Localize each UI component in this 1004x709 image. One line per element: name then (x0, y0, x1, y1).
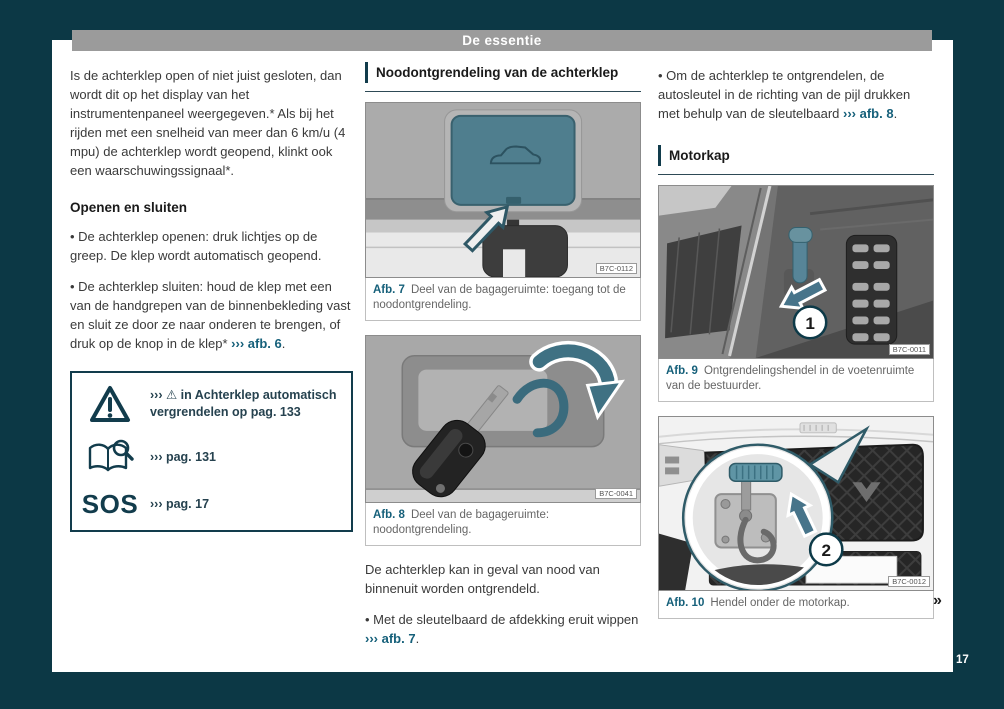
figure-9 (658, 185, 934, 402)
figure-8-image (365, 335, 641, 503)
chapter-header (72, 30, 932, 51)
figure-10-caption: Afb. 10 Hendel onder de motorkap. (658, 590, 934, 619)
info-row-booklet (80, 438, 343, 476)
intro-paragraph: Is de achterklep open of niet juist gesloten, dan wordt dit op het display van het instrumentenpaneel weergegeven.* Als bij het rijden met een snelheid van meer dan 6 km/u (4 mpu) de achterklep wordt geopend, klinkt ook een waarschuwingssignaal*. (70, 68, 346, 178)
figure-9-caption: Afb. 9 Ontgrendelingshendel in de voetenruimte van de bestuurder. (658, 358, 934, 402)
section-heading-text: Motorkap (658, 145, 934, 166)
bullet-unlock-text: • Om de achterklep te ontgrendelen, de autosleutel in de richting van de pijl drukken met behulp van de sleutelbaard (658, 68, 911, 121)
manual-page (52, 33, 953, 672)
info-row-text[interactable]: ››› pag. 17 (150, 497, 210, 511)
section-heading-text: Noodontgrendeling van de achterklep (365, 62, 641, 83)
figure-code: B7C-0011 (889, 344, 930, 355)
figure-9-image (658, 185, 934, 359)
middle-column (365, 56, 641, 648)
cross-reference-box (70, 371, 353, 532)
figure-10 (658, 416, 934, 619)
info-row-text[interactable]: ››› ⚠ in Achterklep automatisch vergrendelen op pag. 133 (150, 388, 337, 419)
figure-7-caption: Afb. 7 Deel van de bagageruimte: toegang tot de noodontgrendeling. (365, 277, 641, 321)
bullet-pry-text: • Met de sleutelbaard de afdekking eruit wippen (365, 612, 639, 627)
page-number: 17 (956, 654, 969, 666)
figure-7-image (365, 102, 641, 278)
info-row-sos (80, 489, 343, 520)
figure-code: B7C-0012 (888, 576, 930, 587)
figure-code: B7C-0112 (596, 263, 637, 274)
section-heading-motorkap (658, 145, 934, 175)
continuation-mark: » (933, 592, 942, 609)
book-magnifier-icon (80, 438, 140, 476)
bullet-pry-cover: • Met de sleutelbaard de afdekking eruit wippen ››› afb. 7. (365, 612, 639, 646)
ref-afb-6[interactable]: ››› afb. 6 (231, 336, 282, 351)
ref-afb-7[interactable]: ››› afb. 7 (365, 631, 416, 646)
bullet-close-tailgate (70, 277, 353, 353)
warning-triangle-icon (80, 383, 140, 425)
info-row-warning (80, 383, 343, 425)
svg-text:2: 2 (821, 541, 831, 560)
model-badge (800, 423, 836, 433)
right-column (658, 56, 934, 619)
figure-7 (365, 102, 641, 321)
figure-10-image (658, 416, 934, 591)
figure-8-caption: Afb. 8 Deel van de bagageruimte: noodontgrendeling. (365, 502, 641, 546)
bullet-unlock-key: • Om de achterklep te ontgrendelen, de autosleutel in de richting van de pijl drukken met behulp van de sleutelbaard ››› afb. 8. (658, 68, 911, 121)
left-column (70, 56, 353, 532)
hood-latch-handle (730, 463, 782, 481)
figure-code: B7C-0041 (595, 488, 637, 499)
svg-text:1: 1 (805, 313, 815, 333)
bullet-close-text: • De achterklep sluiten: houd de klep met een van de handgrepen van de binnenbekleding vast en sluit ze door ze naar onderen te brengen, of druk op de knop in de klep* (70, 279, 351, 351)
subheading-openen-en-sluiten: Openen en sluiten (70, 200, 188, 215)
chapter-title: De essentie (462, 33, 542, 48)
bullet-close-suffix: . (281, 336, 286, 351)
bullet-open-tailgate: • De achterklep openen: druk lichtjes op de greep. De klep wordt automatisch geopend. (70, 229, 322, 263)
ref-afb-8[interactable]: ››› afb. 8 (843, 106, 894, 121)
sos-label: SOS (81, 489, 139, 519)
section-heading-noodontgrendeling (365, 62, 641, 92)
info-row-text[interactable]: ››› pag. 131 (150, 449, 216, 464)
figure-8 (365, 335, 641, 546)
emergency-release-paragraph: De achterklep kan in geval van nood van binnenuit worden ontgrendeld. (365, 562, 600, 596)
tailgate-cover-panel (452, 116, 575, 205)
